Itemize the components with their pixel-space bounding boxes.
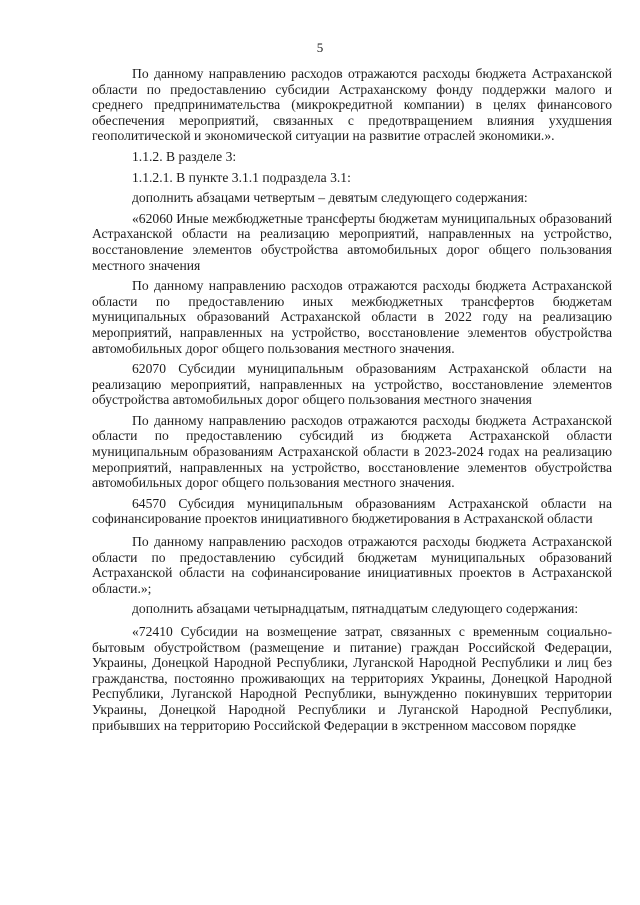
paragraph-2: 1.1.2. В разделе 3:	[132, 148, 237, 164]
paragraph-11: дополнить абзацами четырнадцатым, пятнадцатым следующего содержания:	[132, 601, 579, 617]
paragraph-5: «62060 Иные межбюджетные трансферты бюджетам муниципальных образований Астраханской области на реализацию мероприятий, направленных на устройство, восстановление элементов обустройства автомобильных дорог общего пользования местного значения	[92, 210, 612, 273]
paragraph-12: «72410 Субсидии на возмещение затрат, связанных с временным социально-бытовым обустройством (размещение и питание) граждан Российской Федерации, Украины, Донецкой Народной Республики, Луганской Народной Республики и лиц без гражданства, постоянно проживающих на территориях Украины, Донецкой Народной Республики, Луганской Народной Республики, вынужденно покинувших территории Украины, Донецкой Народной Республики и Луганской Народной Республики, прибывших на территорию Российской Федерации в экстренном массовом порядке	[92, 624, 612, 733]
paragraph-9: 64570 Субсидия муниципальным образованиям Астраханской области на софинансирование проектов инициативного бюджетирования в Астраханской области	[92, 495, 612, 527]
paragraph-4: дополнить абзацами четвертым – девятым следующего содержания:	[132, 190, 528, 206]
document-body	[92, 66, 612, 733]
page-number: 5	[316, 40, 324, 55]
paragraph-10: По данному направлению расходов отражаются расходы бюджета Астраханской области по предоставлению субсидий бюджетам муниципальных образований Астраханской области на софинансирование инициативных проектов в Астраханской области.»;	[92, 534, 612, 596]
paragraph-6: По данному направлению расходов отражаются расходы бюджета Астраханской области по предоставлению иных межбюджетных трансфертов бюджетам муниципальных образований Астраханской области в 2022 году на реализацию мероприятий, направленных на устройство, восстановление элементов обустройства автомобильных дорог общего пользования местного значения.	[92, 278, 612, 356]
paragraph-3: 1.1.2.1. В пункте 3.1.1 подраздела 3.1:	[132, 169, 351, 185]
paragraph-7: 62070 Субсидии муниципальным образованиям Астраханской области на реализацию мероприятий, направленных на устройство, восстановление элементов обустройства автомобильных дорог общего пользования местного значения	[92, 361, 612, 408]
paragraph-1: По данному направлению расходов отражаются расходы бюджета Астраханской области по предоставлению субсидии Астраханскому фонду поддержки малого и среднего предпринимательства (микрокредитной компании) в целях финансового обеспечения мероприятий, связанных с предотвращением влияния ухудшения геополитической и экономической ситуации на развитие отраслей экономики.».	[92, 66, 612, 144]
paragraph-8: По данному направлению расходов отражаются расходы бюджета Астраханской области по предоставлению субсидий из бюджета Астраханской области муниципальным образованиям Астраханской области в 2023-2024 годах на реализацию мероприятий, направленных на устройство, восстановление элементов обустройства автомобильных дорог общего пользования местного значения.	[92, 412, 612, 491]
